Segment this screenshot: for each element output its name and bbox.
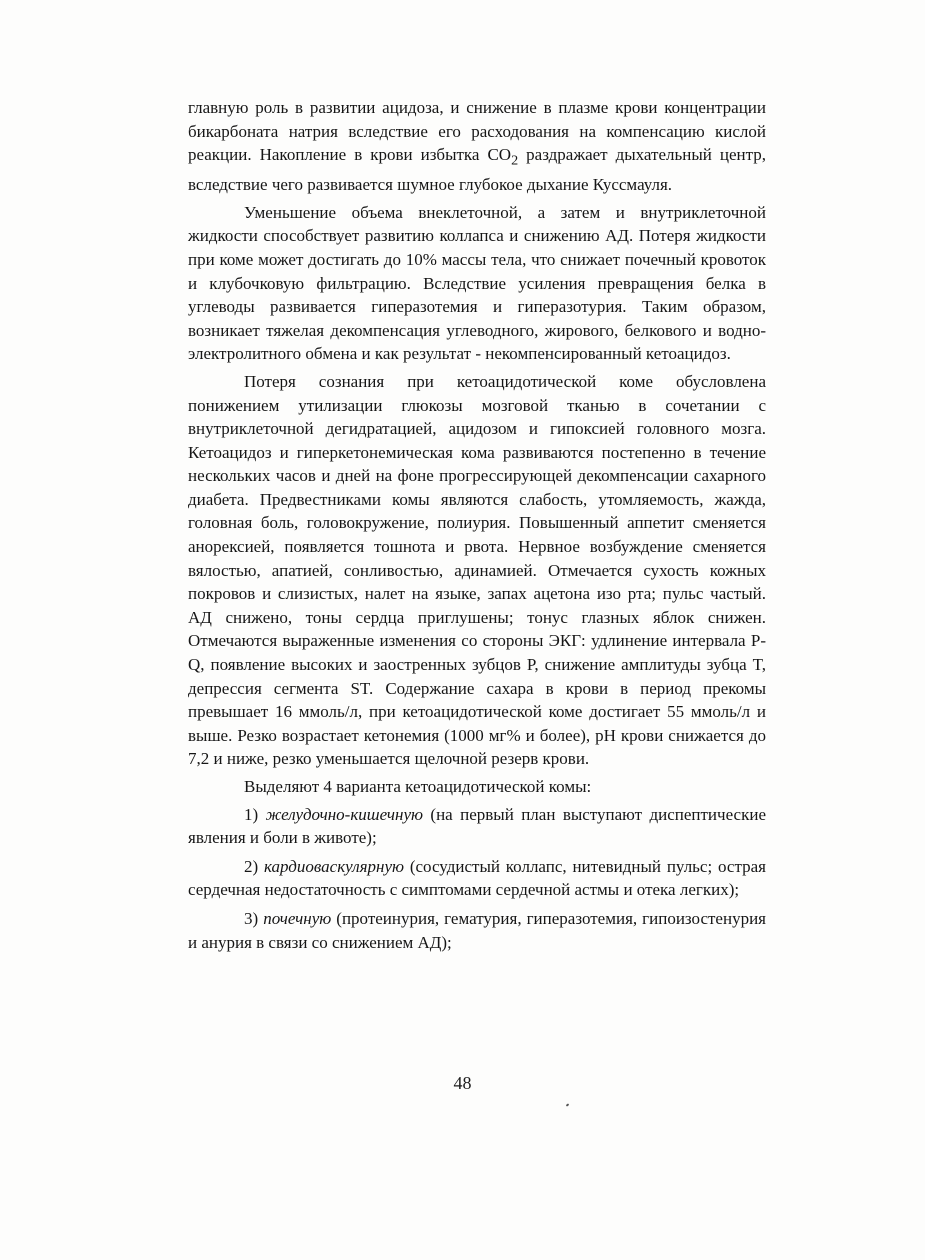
paragraph-1 <box>188 96 766 197</box>
list-item-3 <box>188 907 766 954</box>
text-run: 3) <box>244 908 264 928</box>
list-item-2 <box>188 855 766 902</box>
paragraph-4 <box>188 775 766 799</box>
text-run: 2) <box>244 856 264 876</box>
text-run: Уменьшение объема внеклеточной, а затем и внутриклеточной жидкости способствует развитию коллапса и снижению АД. Потеря жидкости при коме может достигать до 10% массы тела, что снижает почечный кровоток и клубочковую фильтрацию. Вследствие усиления превращения белка в углеводы развивается гиперазотемия и гиперазотурия. Таким образом, возникает тяжелая декомпенсация углеводного, жирового, белкового и водно-электролитного обмена и как результат - некомпенсированный кетоацидоз. <box>188 202 766 364</box>
paragraph-2 <box>188 201 766 366</box>
italic-term: кардиоваскулярную <box>263 856 405 876</box>
scan-speck <box>566 1103 570 1106</box>
text-run: (протеинурия, гематурия, гиперазотемия, гипоизостенурия и анурия в связи со снижением АД); <box>188 908 766 952</box>
page-number: 48 <box>453 1073 472 1093</box>
body-text <box>188 96 766 959</box>
text-run: раздражает дыхательный центр, вследствие чего развивается шумное глубокое дыхание Куссмауля. <box>188 145 766 195</box>
text-run: Потеря сознания при кетоацидотической коме обусловлена понижением утилизации глюкозы мозговой тканью в сочетании с внутриклеточной дегидратацией, ацидозом и гипоксией головного мозга. Кетоацидоз и гиперкетонемическая кома развиваются постепенно в течение нескольких часов и дней на фоне прогрессирующей декомпенсации сахарного диабета. Предвестниками комы являются слабость, утомляемость, жажда, головная боль, головокружение, полиурия. Повышенный аппетит сменяется анорексией, появляется тошнота и рвота. Нервное возбуждение сменяется вялостью, апатией, сонливостью, адинамией. Отмечается сухость кожных покровов и слизистых, налет на языке, запах ацетона изо рта; пульс частый. АД снижено, тоны сердца приглушены; тонус глазных яблок снижен. Отмечаются выраженные изменения со стороны ЭКГ: удлинение интервала P-Q, появление высоких и заостренных зубцов P, снижение амплитуды зубца T, депрессия сегмента ST. Содержание сахара в крови в период прекомы превышает 16 ммоль/л, при кетоацидотической коме достигает 55 ммоль/л и выше. Резко возрастает кетонемия (1000 мг% и более), pH крови снижается до 7,2 и ниже, резко уменьшается щелочной резерв крови. <box>188 371 766 769</box>
subscript: 2 <box>511 152 519 169</box>
text-run: Выделяют 4 варианта кетоацидотической комы: <box>244 777 592 797</box>
text-run: главную роль в развитии ацидоза, и снижение в плазме крови концентрации бикарбоната натрия вследствие его расходования на компенсацию кислой реакции. Накопление в крови избытка CO <box>188 98 766 165</box>
text-run: 1) <box>244 804 266 824</box>
italic-term: почечную <box>263 908 332 928</box>
text-run: (на первый план выступают диспептические явления и боли в животе); <box>188 804 766 848</box>
text-run: (сосудистый коллапс, нитевидный пульс; острая сердечная недостаточность с симптомами сердечной астмы и отека легких); <box>188 856 766 900</box>
list-item-1 <box>188 803 766 850</box>
italic-term: желудочно-кишечную <box>265 804 424 824</box>
paragraph-3 <box>188 370 766 771</box>
